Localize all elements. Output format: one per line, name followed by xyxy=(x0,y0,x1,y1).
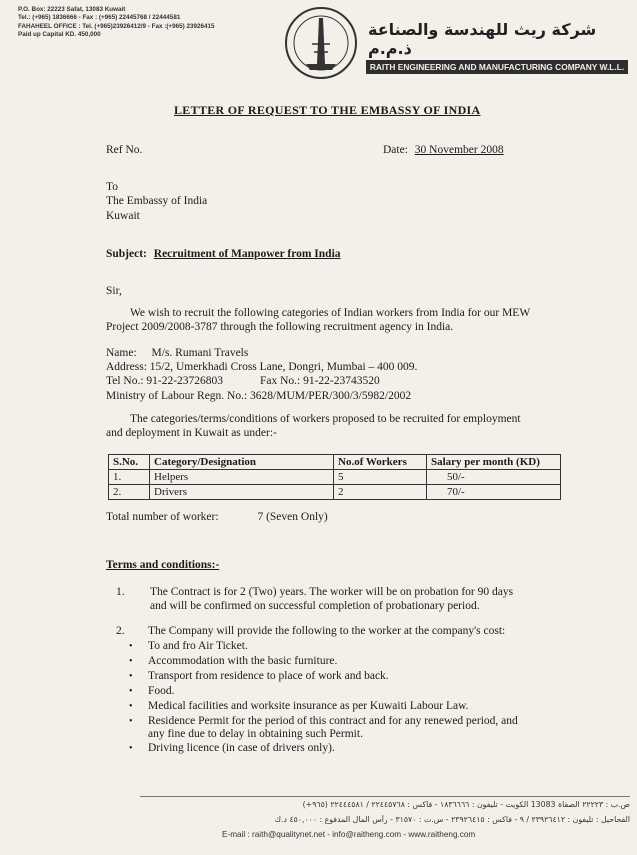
term-1-line: and will be confirmed on successful completion of probationary period. xyxy=(150,600,480,613)
bullet-icon: • xyxy=(129,701,133,712)
address-line: FAHAHEEL OFFICE : Tel. (+965)23926412/9 - Fax :(+965) 23926415 xyxy=(18,22,215,30)
term-2-bullet: any fine due to delay in obtaining such Permit. xyxy=(148,728,363,740)
letter-title: LETTER OF REQUEST TO THE EMBASSY OF INDIA xyxy=(174,103,481,117)
term-2-bullet: Food. xyxy=(148,685,175,697)
total-label: Total number of worker: xyxy=(106,511,219,523)
agency-contact xyxy=(106,374,417,388)
categories-line: and deployment in Kuwait as under:- xyxy=(106,427,277,440)
bullet-icon: • xyxy=(129,686,133,697)
addressee-line: To xyxy=(106,181,118,193)
date-label: Date: xyxy=(383,144,408,156)
intro-line: Project 2009/2008-3787 through the following recruitment agency in India. xyxy=(106,321,454,334)
address-line: Tel.: (+965) 1836666 - Fax : (+965) 22445768 / 22444581 xyxy=(18,14,181,22)
addressee-line: The Embassy of India xyxy=(106,195,208,208)
bullet-icon: • xyxy=(129,641,133,652)
table-cell: 50/- xyxy=(427,470,561,485)
intro-paragraph xyxy=(106,306,530,335)
table-header-row xyxy=(109,455,561,470)
letterhead-address xyxy=(18,6,288,39)
table-cell: Drivers xyxy=(150,485,334,500)
table-header: No.of Workers xyxy=(334,455,427,470)
agency-ministry: Ministry of Labour Regn. No.: 3628/MUM/PER/300/3/5982/2002 xyxy=(106,389,412,402)
table-cell: 2. xyxy=(109,485,150,500)
address-line: P.O. Box: 22223 Safat, 13083 Kuwait xyxy=(18,6,126,13)
table-cell: 70/- xyxy=(427,485,561,500)
term-1-line: The Contract is for 2 (Two) years. The worker will be on probation for 90 days xyxy=(150,586,514,598)
table-row xyxy=(109,485,561,500)
address-line: Paid up Capital KD. 450,000 xyxy=(18,30,101,38)
company-logo-icon xyxy=(282,4,360,82)
categories-paragraph xyxy=(106,412,521,441)
workers-table xyxy=(108,454,561,500)
term-2-bullet: Driving licence (in case of drivers only). xyxy=(148,742,335,754)
footer-arabic-line: ص.ب : ٢٢٢٢٣ الصفاة 13083 الكويت - تليفون : ١٨٣٦٦٦٦ - فاكس : ٢٢٤٤٥٧٦٨ / ٢٢٤٤٤٥٨١ (٩٦٥+) xyxy=(302,800,630,809)
table-cell: Helpers xyxy=(150,470,334,485)
term-2-intro: The Company will provide the following to the worker at the company's cost: xyxy=(148,625,506,637)
agency-fax: Fax No.: 91-22-23743520 xyxy=(259,375,380,388)
date-value: 30 November 2008 xyxy=(414,144,504,156)
term-1-number: 1. xyxy=(116,586,125,598)
subject-text: Recruitment of Manpower from India xyxy=(153,248,341,260)
table-cell: 1. xyxy=(109,470,150,485)
categories-line: The categories/terms/conditions of workers proposed to be recruited for employment xyxy=(130,413,521,425)
term-2-bullet: Residence Permit for the period of this contract and for any renewed period, and xyxy=(148,715,518,727)
table-header: S.No. xyxy=(109,455,150,470)
subject xyxy=(106,247,341,261)
addressee-line: Kuwait xyxy=(106,209,140,222)
agency-details xyxy=(106,346,417,403)
term-2-bullet: Medical facilities and worksite insurance as per Kuwaiti Labour Law. xyxy=(148,700,469,712)
bullet-icon: • xyxy=(129,716,133,727)
table-header: Category/Designation xyxy=(150,455,334,470)
table-header: Salary per month (KD) xyxy=(427,455,561,470)
date-block xyxy=(383,143,504,157)
footer-divider xyxy=(140,796,630,797)
table-cell: 2 xyxy=(334,485,427,500)
agency-name xyxy=(106,346,417,360)
bullet-icon: • xyxy=(129,656,133,667)
company-name-english: RAITH ENGINEERING AND MANUFACTURING COMPANY W.L.L. xyxy=(366,60,628,74)
bullet-icon: • xyxy=(129,671,133,682)
subject-label: Subject: xyxy=(106,248,147,260)
footer-email: E-mail : raith@qualitynet.net - info@raitheng.com - www.raitheng.com xyxy=(222,830,476,839)
footer-arabic-line: الفحاحيل : تليفون : ٢٣٩٢٦٤١٢ / ٩ - فاكس : ٢٣٩٢٦٤١٥ - س.ت : ٣١٥٧٠ - رأس المال المدفوع : ٤٥٠,٠٠٠ د.ك xyxy=(274,815,630,824)
term-1-text xyxy=(150,585,513,614)
company-name-arabic: شركة ريث للهندسة والصناعة ذ.م.م xyxy=(368,20,597,58)
terms-heading: Terms and conditions:- xyxy=(106,559,220,571)
total-workers xyxy=(106,510,328,524)
salutation: Sir, xyxy=(106,285,122,297)
table-row xyxy=(109,470,561,485)
intro-line: We wish to recruit the following categories of Indian workers from India for our MEW xyxy=(130,307,531,319)
term-2-bullet: Transport from residence to place of work and back. xyxy=(148,670,389,682)
agency-name-value: M/s. Rumani Travels xyxy=(151,347,249,359)
addressee xyxy=(106,180,207,223)
agency-tel: Tel No.: 91-22-23726803 xyxy=(106,375,224,388)
term-2-number: 2. xyxy=(116,625,125,637)
term-2-bullet: To and fro Air Ticket. xyxy=(148,640,248,652)
ref-number: Ref No. xyxy=(106,144,143,156)
bullet-icon: • xyxy=(129,743,133,754)
total-value: 7 (Seven Only) xyxy=(257,511,328,523)
term-2-bullet: Accommodation with the basic furniture. xyxy=(148,655,338,667)
agency-name-label: Name: xyxy=(106,347,137,359)
agency-address: Address: 15/2, Umerkhadi Cross Lane, Dongri, Mumbai – 400 009. xyxy=(106,361,418,374)
table-cell: 5 xyxy=(334,470,427,485)
